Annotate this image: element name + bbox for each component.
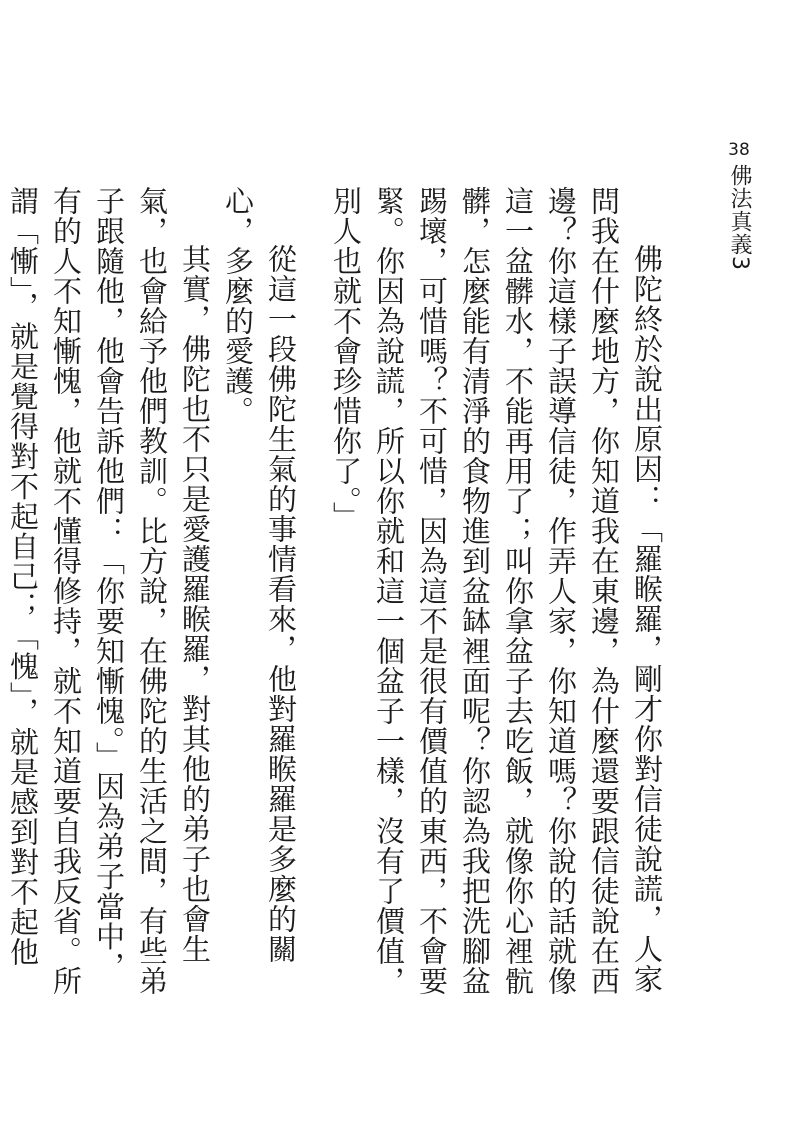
book-title: 佛法真義3 xyxy=(727,164,752,271)
paragraph-2: 從這一段佛陀生氣的事情看來，他對羅睺羅是多麼的關心，多麼的愛護。 xyxy=(221,186,298,964)
paragraph-3: 其實，佛陀也不只是愛護羅睺羅，對其他的弟子也會生氣，也會給予他們教訓。比方說，在佛陀的生活之間，有些弟子跟隨他，他會告訴他們：「你要知慚愧。」因為弟子當中，有的人不知慚愧，他就不懂得修持，就不知道要自我反省。所謂「慚」，就是覺得對不起自己；「愧」，就是感到對不起他 xyxy=(6,186,212,996)
paragraph-1: 佛陀終於說出原因：「羅睺羅，剛才你對信徒說謊，人家問我在什麼地方，你知道我在東邊，為什麼還要跟信徒說在西邊？你這樣子誤導信徒，作弄人家，你知道嗎？你說的話就像這一盆髒水，不能再用了；叫你拿盆子去吃飯，就像你心裡骯髒，怎麼能有清淨的食物進到盆缽裡面呢？你認為我把洗腳盆踢壞，可惜嗎？不可惜，因為這不是很有價值的東西，不會要緊。你因為說謊，所以你就和這一個盆子一樣，沒有了價值，別人也就不會珍惜你了。」 xyxy=(329,186,664,996)
page-header xyxy=(722,140,756,271)
page-number: 38 xyxy=(728,140,750,160)
vertical-text-body xyxy=(6,186,690,1011)
